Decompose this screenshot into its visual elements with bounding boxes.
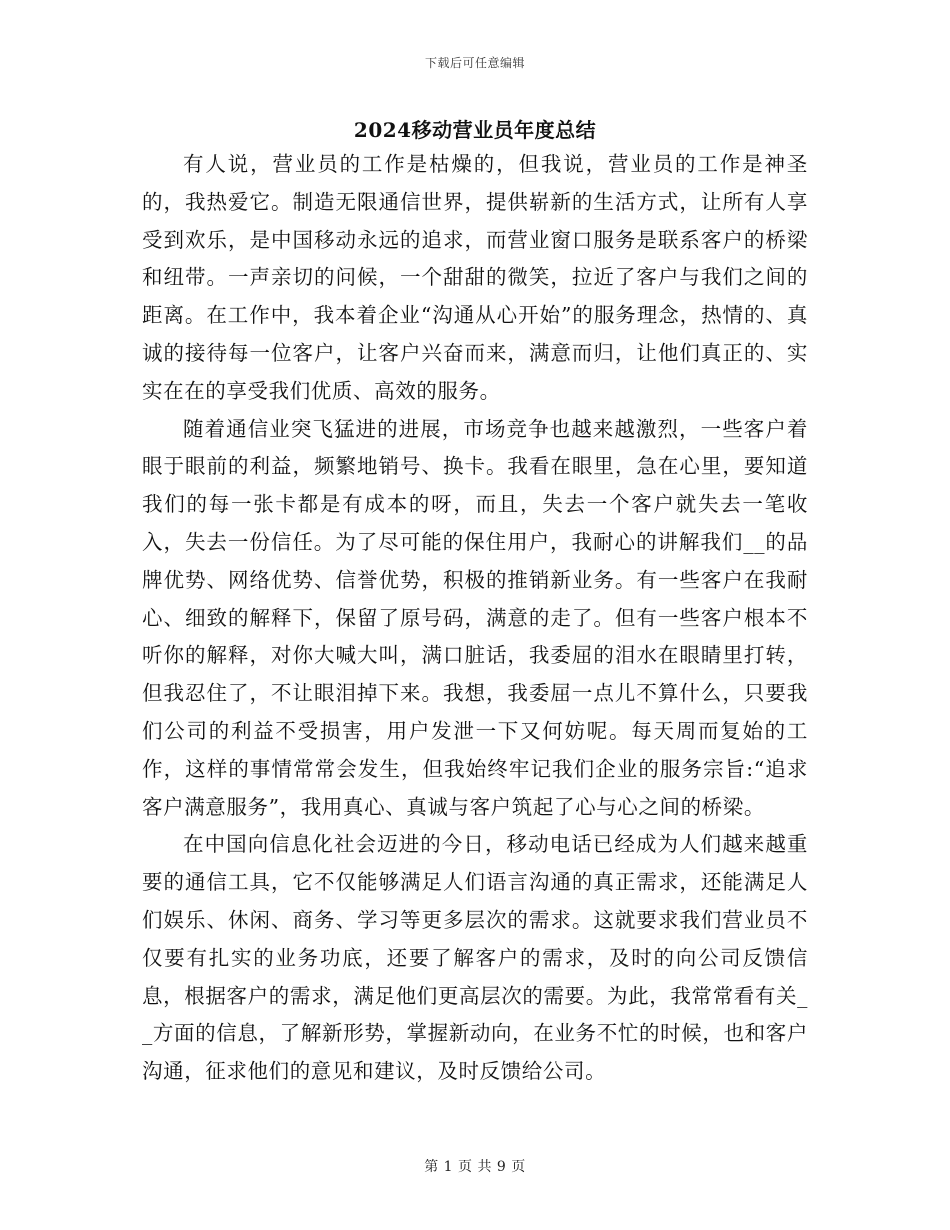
document-title: 2024移动营业员年度总结 <box>353 118 597 142</box>
document-body <box>142 146 808 1091</box>
header-note: 下载后可任意编辑 <box>424 56 525 70</box>
paragraph-1: 有人说，营业员的工作是枯燥的，但我说，营业员的工作是神圣的，我热爱它。制造无限通信世界，提供崭新的生活方式，让所有人享受到欢乐，是中国移动永远的追求，而营业窗口服务是联系客户的桥梁和纽带。一声亲切的问候，一个甜甜的微笑，拉近了客户与我们之间的距离。在工作中，我本着企业“沟通从心开始”的服务理念，热情的、真诚的接待每一位客户，让客户兴奋而来，满意而归，让他们真正的、实实在在的享受我们优质、高效的服务。 <box>142 152 808 403</box>
paragraph-2: 随着通信业突飞猛进的进展，市场竞争也越来越激烈，一些客户着眼于眼前的利益，频繁地销号、换卡。我看在眼里，急在心里，要知道我们的每一张卡都是有成本的呀，而且，失去一个客户就失去一笔收入，失去一份信任。为了尽可能的保住用户，我耐心的讲解我们__的品牌优势、网络优势、信誉优势，积极的推销新业务。有一些客户在我耐心、细致的解释下，保留了原号码，满意的走了。但有一些客户根本不听你的解释，对你大喊大叫，满口脏话，我委屈的泪水在眼睛里打转，但我忍住了，不让眼泪掉下来。我想，我委屈一点儿不算什么，只要我们公司的利益不受损害，用户发泄一下又何妨呢。每天周而复始的工作，这样的事情常常会发生，但我始终牢记我们企业的服务宗旨:“追求客户满意服务”，我用真心、真诚与客户筑起了心与心之间的桥梁。 <box>142 416 808 819</box>
paragraph-3: 在中国向信息化社会迈进的今日，移动电话已经成为人们越来越重要的通信工具，它不仅能够满足人们语言沟通的真正需求，还能满足人们娱乐、休闲、商务、学习等更多层次的需求。这就要求我们营业员不仅要有扎实的业务功底，还要了解客户的需求，及时的向公司反馈信息，根据客户的需求，满足他们更高层次的需要。为此，我常常看有关__方面的信息，了解新形势，掌握新动向，在业务不忙的时候，也和客户沟通，征求他们的意见和建议，及时反馈给公司。 <box>142 832 808 1084</box>
page-footer: 第 1 页 共 9 页 <box>424 1159 526 1175</box>
